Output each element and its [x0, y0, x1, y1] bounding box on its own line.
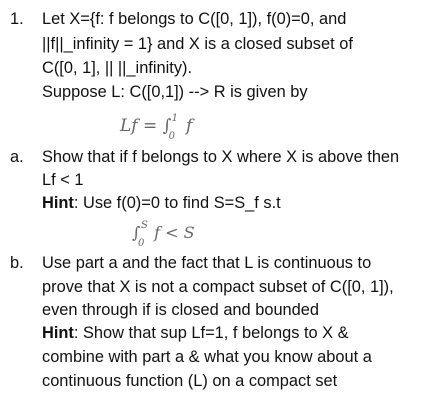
- part-a-marker: a.: [10, 148, 24, 166]
- problem-number: 1.: [10, 10, 24, 28]
- part-b-line-1: Use part a and the fact that L is continuous to: [42, 254, 372, 272]
- problem-line-3: C([0, 1], || ||_infinity).: [42, 59, 193, 77]
- integrand: f: [186, 116, 193, 136]
- part-b-marker: b.: [10, 254, 24, 272]
- integral-formula-S: [132, 220, 195, 249]
- problem-line-2: ||f||_infinity = 1} and X is a closed subset of: [42, 35, 353, 53]
- part-b-hint: [42, 322, 349, 344]
- hint-text-b-1: : Show that sup Lf=1, f belongs to X &: [73, 324, 349, 342]
- integral-lower-limit-s: 0: [138, 238, 145, 249]
- integral-formula-L: [120, 113, 193, 142]
- hint-text: : Use f(0)=0 to find S=S_f s.t: [73, 194, 281, 212]
- integral-symbol: ∫ 1 0: [163, 115, 177, 137]
- problem-line-1: Let X={f: f belongs to C([0, 1]), f(0)=0, and: [42, 10, 347, 28]
- part-a-hint: [42, 192, 281, 214]
- part-b-line-3: even through if is closed and bounded: [42, 301, 320, 319]
- problem-line-4: Suppose L: C([0,1]) --> R is given by: [42, 83, 308, 101]
- formula-lhs: Lf =: [120, 116, 158, 136]
- part-a-line-1: Show that if f belongs to X where X is above then: [42, 148, 400, 166]
- part-b-hint-line-2: combine with part a & what you know about a: [42, 348, 372, 366]
- integral-upper-limit: 1: [171, 113, 179, 124]
- hint-label: Hint: [42, 194, 74, 212]
- integral-symbol-s: ∫ S 0: [132, 222, 146, 244]
- integral-upper-limit-s: S: [141, 220, 148, 231]
- integrand-s: f < S: [154, 223, 195, 242]
- part-b-line-2: prove that X is not a compact subset of C([0, 1]),: [42, 278, 394, 296]
- part-a-line-2: Lf < 1: [42, 171, 84, 189]
- integral-lower-limit: 0: [168, 131, 176, 142]
- hint-label-b: Hint: [42, 324, 74, 342]
- part-b-hint-line-3: continuous function (L) on a compact set: [42, 372, 338, 390]
